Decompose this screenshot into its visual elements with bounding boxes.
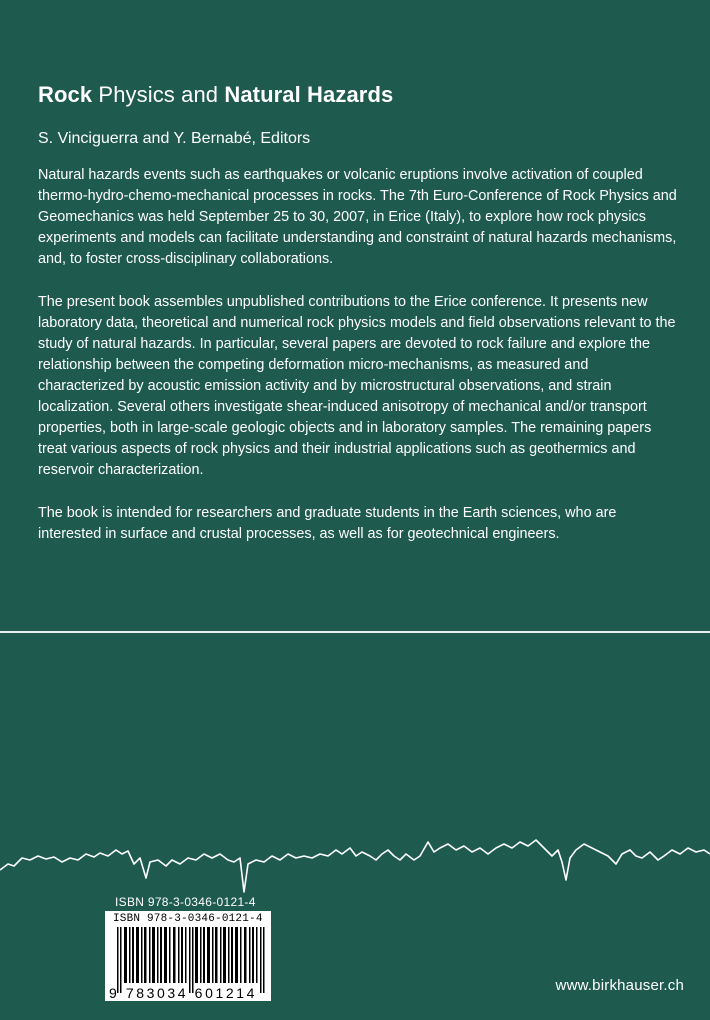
barcode-ean-digits: 9 783034 601214 xyxy=(109,985,257,1001)
seismic-profile-line xyxy=(0,820,710,900)
barcode-bars-icon xyxy=(117,927,267,993)
title-middle: Physics and xyxy=(92,82,225,107)
blurb xyxy=(38,165,678,567)
book-title xyxy=(38,80,393,110)
barcode xyxy=(104,910,272,1002)
title-natural-hazards: Natural Hazards xyxy=(224,82,394,107)
editors-line: S. Vinciguerra and Y. Bernabé, Editors xyxy=(38,130,311,147)
barcode-isbn-text: ISBN 978-3-0346-0121-4 xyxy=(113,913,263,925)
title-word-rock: Rock xyxy=(38,82,93,107)
blurb-paragraph-3: The book is intended for researchers and graduate students in the Earth sciences, who are interested in surface and crustal processes, as well as for geotechnical engineers. xyxy=(38,505,617,542)
blurb-paragraph-1: Natural hazards events such as earthquakes or volcanic eruptions involve activation of coupled thermo-hydro-chemo-mechanical processes in rocks. The 7th Euro-Conference of Rock Physics and Geomechanics was held September 25 to 30, 2007, in Erice (Italy), to explore how rock physics experiments and models can facilitate understanding and constraint of natural hazards mechanisms, and, to foster cross-disciplinary collaborations. xyxy=(38,167,677,267)
divider-line xyxy=(0,631,710,633)
publisher-website: www.birkhauser.ch xyxy=(555,977,684,994)
blurb-paragraph-2: The present book assembles unpublished contributions to the Erice conference. It presents new laboratory data, theoretical and numerical rock physics models and field observations relevant to the study of natural hazards. In particular, several papers are devoted to rock failure and explore the relationship between the competing deformation micro-mechanisms, as measured and characterized by acoustic emission activity and by microstructural observations, and strain localization. Several others investigate shear-induced anisotropy of mechanical and/or transport properties, both in large-scale geologic objects and in laboratory samples. The remaining papers treat various aspects of rock physics and their industrial applications such as geothermics and reservoir characterization. xyxy=(38,294,676,478)
isbn-label: ISBN 978-3-0346-0121-4 xyxy=(115,895,256,909)
